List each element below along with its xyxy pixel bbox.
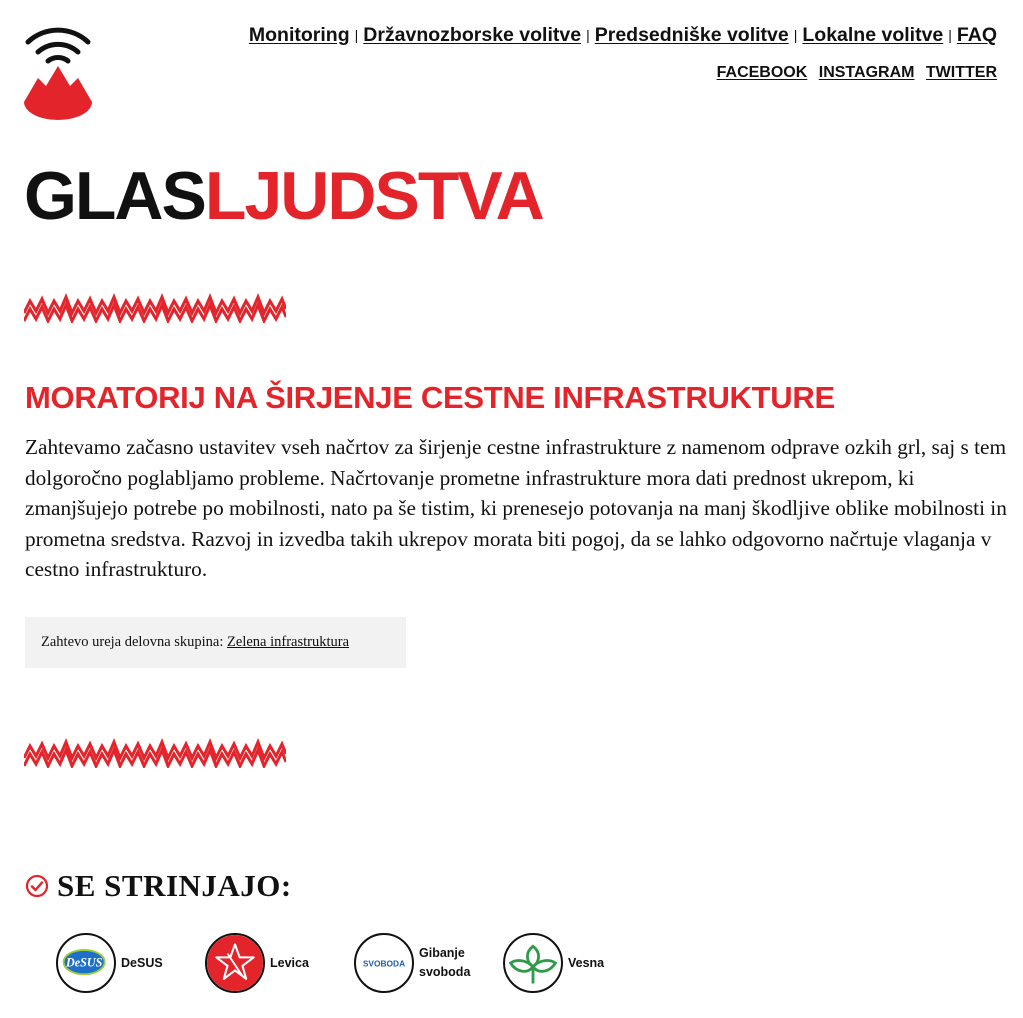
party-name: DeSUS	[121, 955, 163, 970]
party-name: Vesna	[568, 955, 605, 970]
party-vesna[interactable]	[503, 933, 604, 993]
party-levica[interactable]	[205, 933, 309, 993]
working-group-link[interactable]: Zelena infrastruktura	[227, 634, 350, 650]
signal-mountain-icon	[24, 20, 92, 120]
nav-link-monitoring[interactable]: Monitoring	[248, 24, 350, 46]
zigzag-divider	[24, 736, 286, 768]
brand-part-glas: GLAS	[24, 158, 205, 234]
nav-link-faq[interactable]: FAQ	[956, 24, 997, 46]
social-link-twitter[interactable]: TWITTER	[925, 64, 997, 81]
social-nav	[710, 64, 997, 82]
main-nav	[249, 24, 997, 47]
leaf-logo	[503, 933, 563, 993]
check-circle-icon	[25, 874, 49, 898]
article-title: MORATORIJ NA ŠIRJENJE CESTNE INFRASTRUKTURE	[25, 380, 835, 415]
nav-separator: |	[948, 27, 952, 43]
working-group-box	[25, 617, 406, 668]
party-name: Levica	[270, 955, 309, 970]
svoboda-logo	[354, 933, 414, 993]
desus-logo-text: DeSUS	[65, 955, 103, 970]
nav-separator: |	[586, 27, 590, 43]
agree-heading	[25, 868, 292, 904]
star-logo	[205, 933, 265, 993]
party-name: Gibanje svoboda	[419, 946, 471, 979]
svoboda-logo-text: SVOBODA	[362, 958, 406, 969]
social-link-instagram[interactable]: INSTAGRAM	[818, 64, 915, 81]
brand-wordmark	[24, 158, 543, 234]
working-group-label: Zahtevo ureja delovna skupina:	[41, 634, 228, 650]
zigzag-divider	[24, 291, 286, 323]
social-link-facebook[interactable]: FACEBOOK	[716, 64, 808, 81]
nav-link-predsedniske-volitve[interactable]: Predsedniške volitve	[594, 24, 789, 46]
agree-title: SE STRINJAJO:	[57, 868, 292, 903]
article-body: Zahtevamo začasno ustavitev vseh načrtov za širjenje cestne infrastrukture z namenom odprave ozkih grl, saj s tem dolgoročno poglabljamo probleme. Načrtovanje prometne infrastrukture mora dati prednost ukrepom, ki zmanjšujejo potrebe po mobilnosti, nato pa še tistim, ki prenesejo potovanja na manj škodljive oblike mobilnosti in prometna sredstva. Razvoj in izvedba takih ukrepov morata biti pogoj, da se lahko odgovorno načrtuje vlaganja v cestno infrastrukturo.	[25, 435, 1007, 581]
nav-separator: |	[354, 27, 359, 43]
party-desus[interactable]	[56, 933, 163, 993]
nav-separator: |	[793, 27, 798, 43]
desus-logo	[56, 933, 116, 993]
party-gibanje-svoboda[interactable]	[354, 933, 470, 993]
brand-part-ljudstva: LJUDSTVA	[204, 158, 543, 234]
nav-link-drzavnozborske-volitve[interactable]: Državnozborske volitve	[363, 24, 582, 46]
site-logo[interactable]	[24, 20, 92, 120]
nav-link-lokalne-volitve[interactable]: Lokalne volitve	[802, 24, 944, 46]
